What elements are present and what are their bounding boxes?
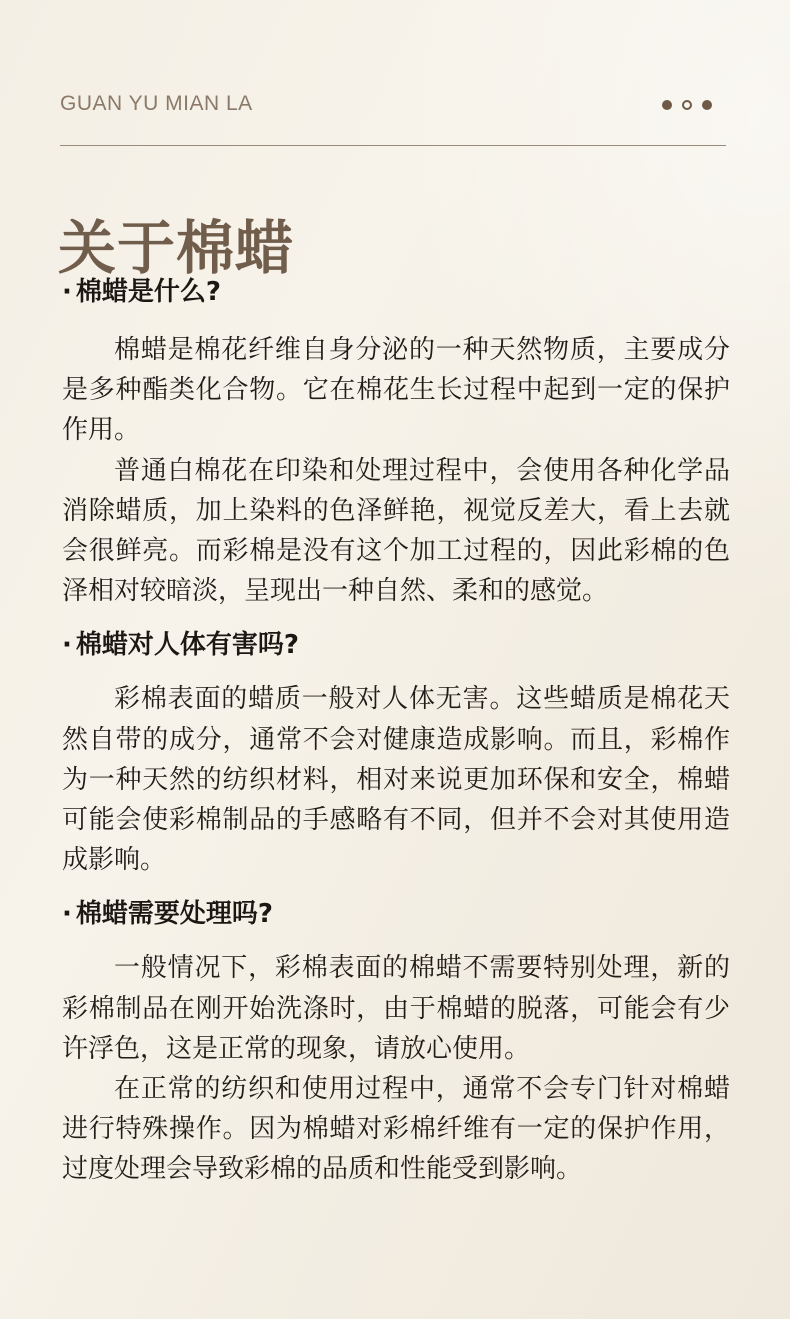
page-title: 关于棉蜡 xyxy=(58,213,295,282)
section-heading-treatment xyxy=(62,892,730,936)
paragraph: 普通白棉花在印染和处理过程中，会使用各种化学品消除蜡质，加上染料的色泽鲜艳，视觉反差大，看上去就会很鲜亮。而彩棉是没有这个加工过程的，因此彩棉的色泽相对较暗淡，呈现出一种自然、柔和的感觉。 xyxy=(62,455,730,607)
dot-filled-icon xyxy=(702,100,712,110)
bullet: · xyxy=(62,277,72,307)
bullet: · xyxy=(62,899,72,930)
header-subtitle: GUAN YU MIAN LA xyxy=(60,92,253,115)
bullet: · xyxy=(62,630,72,661)
paragraph: 棉蜡是棉花纤维自身分泌的一种天然物质，主要成分是多种酯类化合物。它在棉花生长过程中起到一定的保护作用。 xyxy=(62,335,730,446)
section-heading-text: 棉蜡是什么? xyxy=(75,277,221,307)
dot-filled-icon xyxy=(662,100,672,110)
section-heading-text: 棉蜡对人体有害吗? xyxy=(75,630,299,661)
paragraph: 一般情况下，彩棉表面的棉蜡不需要特别处理，新的彩棉制品在刚开始洗涤时，由于棉蜡的脱落，可能会有少许浮色，这是正常的现象，请放心使用。 xyxy=(62,953,730,1064)
section-heading-what-is xyxy=(62,270,730,314)
article-body xyxy=(62,270,730,1190)
dot-hollow-icon xyxy=(682,100,692,110)
three-dots-icon xyxy=(662,100,712,110)
paragraph: 彩棉表面的蜡质一般对人体无害。这些蜡质是棉花天然自带的成分，通常不会对健康造成影响。而且，彩棉作为一种天然的纺织材料，相对来说更加环保和安全，棉蜡可能会使彩棉制品的手感略有不同，但并不会对其使用造成影响。 xyxy=(62,684,730,876)
paragraph: 在正常的纺织和使用过程中，通常不会专门针对棉蜡进行特殊操作。因为棉蜡对彩棉纤维有一定的保护作用，过度处理会导致彩棉的品质和性能受到影响。 xyxy=(62,1074,730,1185)
header-divider xyxy=(60,145,726,146)
section-heading-text: 棉蜡需要处理吗? xyxy=(75,899,273,930)
section-heading-harmful xyxy=(62,623,730,667)
